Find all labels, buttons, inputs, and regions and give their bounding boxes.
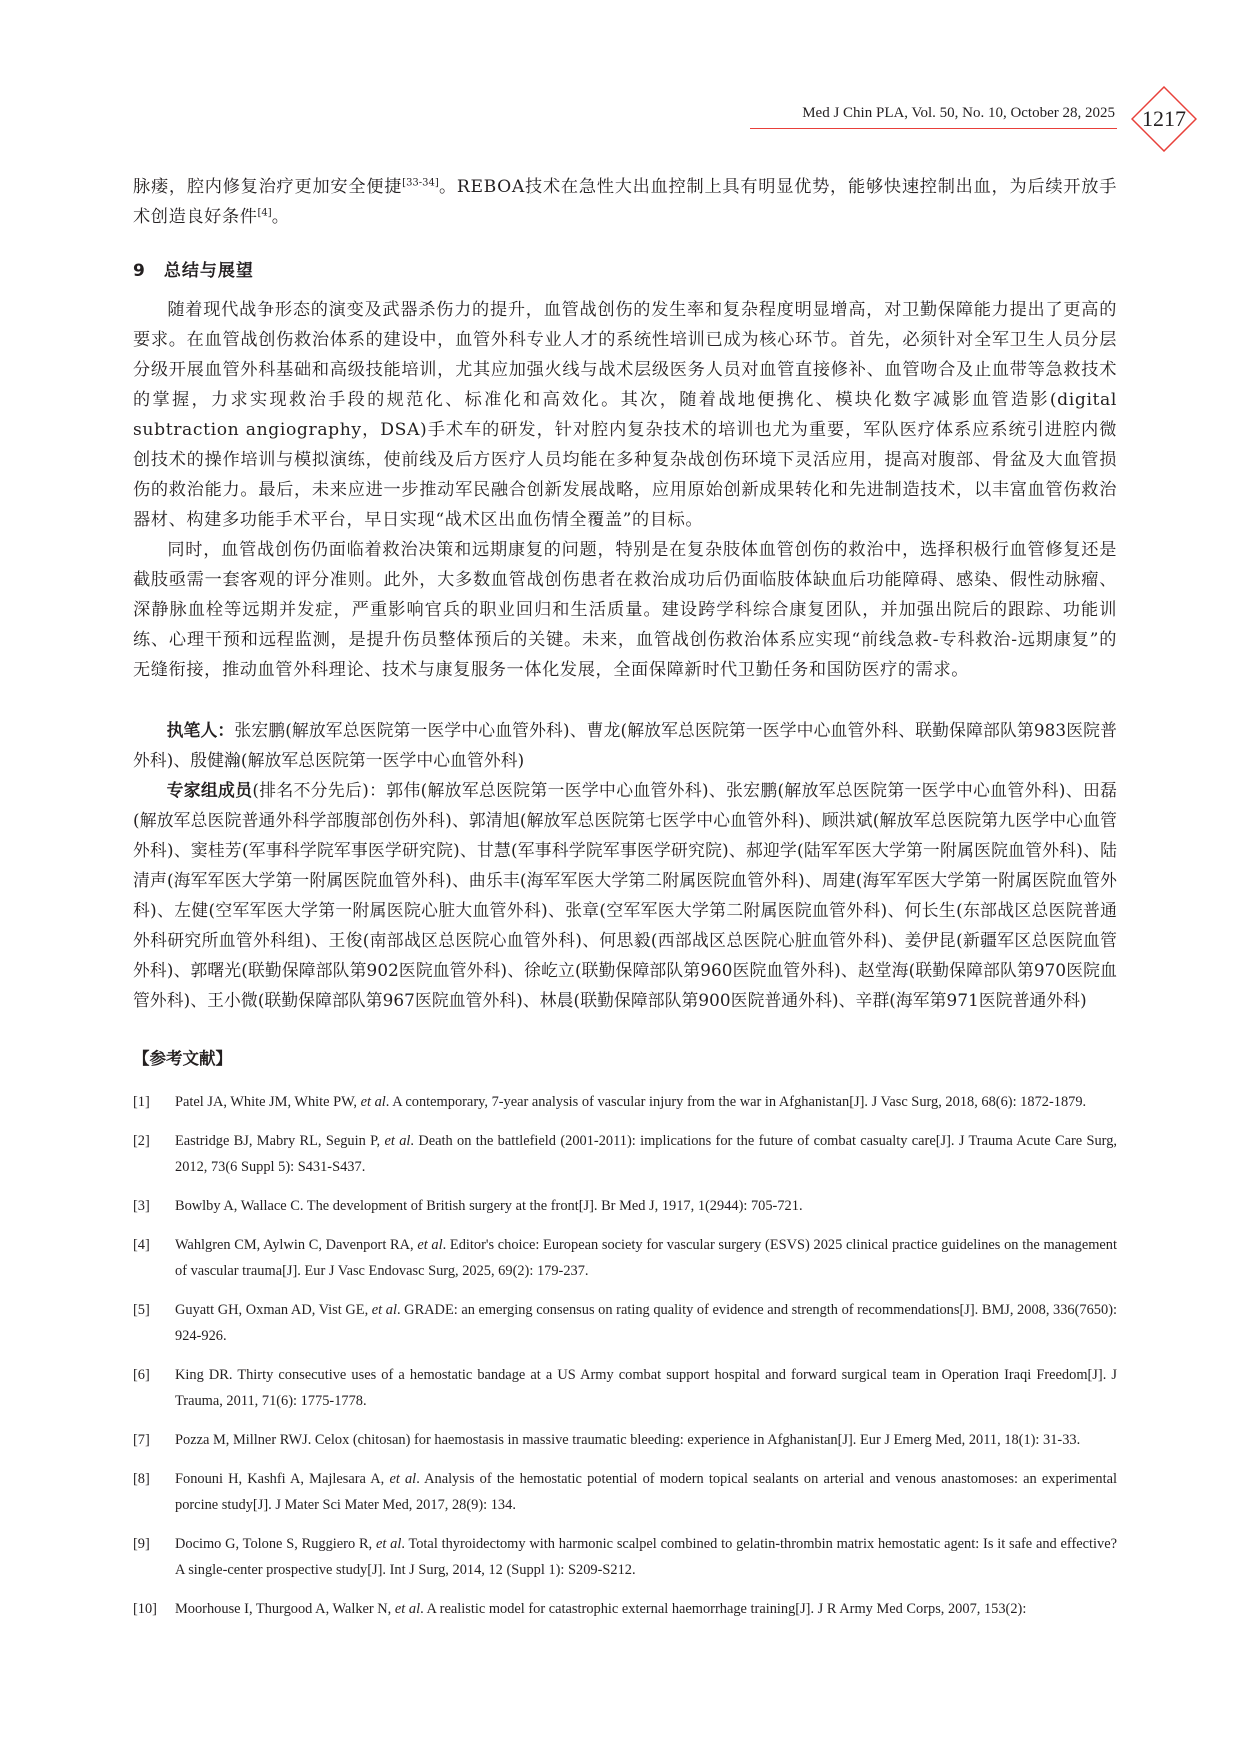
reference-details: . Total thyroidectomy with harmonic scalpel combined to gelatin-thrombin matrix hemostatic agent: Is it safe and effective? A single-center prospective study[J]. Int J Surg, 2014, 12 (Suppl 1): S209-S212. [175, 1536, 1117, 1578]
reference-item [133, 1427, 1117, 1453]
writers-list: 张宏鹏(解放军总医院第一医学中心血管外科)、曹龙(解放军总医院第一医学中心血管外科、联勤保障部队第983医院普外科)、殷健瀚(解放军总医院第一医学中心血管外科) [133, 720, 1117, 770]
experts-paragraph [133, 775, 1117, 1015]
reference-details: . Editor's choice: European society for vascular surgery (ESVS) 2025 clinical practice guidelines on the management of vascular trauma[J]. Eur J Vasc Endovasc Surg, 2025, 69(2): 179-237. [175, 1237, 1117, 1279]
reference-authors: Pozza M, Millner RWJ. Celox (chitosan) for haemostasis in massive traumatic bleeding: experience in Afghanistan[J]. Eur J Emerg Med, 2011, 18(1): 31-33. [175, 1432, 1081, 1448]
references-heading: 【参考文献】 [133, 1049, 232, 1068]
reference-authors: King DR. Thirty consecutive uses of a hemostatic bandage at a US Army combat support hospital and forward surgical team in Operation Iraqi Freedom[J]. J Trauma, 2011, 71(6): 1775-1778. [175, 1367, 1117, 1409]
reference-authors: Fonouni H, Kashfi A, Majlesara A, [175, 1471, 390, 1487]
experts-label: 专家组成员 [166, 780, 253, 800]
reference-authors: Guyatt GH, Oxman AD, Vist GE, [175, 1302, 372, 1318]
reference-item [133, 1531, 1117, 1583]
reference-item [133, 1089, 1117, 1115]
reference-text [175, 1297, 1117, 1349]
section-heading: 9 总结与展望 [133, 261, 254, 281]
reference-number: [10] [133, 1601, 157, 1617]
reference-etal: et al [394, 1601, 421, 1617]
body-paragraph: 同时，血管战创伤仍面临着救治决策和远期康复的问题，特别是在复杂肢体血管创伤的救治中，选择积极行血管修复还是截肢亟需一套客观的评分准则。此外，大多数血管战创伤患者在救治成功后仍面临肢体缺血后功能障碍、感染、假性动脉瘤、深静脉血栓等远期并发症，严重影响官兵的职业回归和生活质量。建设跨学科综合康复团队，并加强出院后的跟踪、功能训练、心理干预和远程监测，是提升伤员整体预后的关键。未来，血管战创伤救治体系应实现“前线急救-专科救治-远期康复”的无缝衔接，推动血管外科理论、技术与康复服务一体化发展，全面保障新时代卫勤任务和国防医疗的需求。 [133, 540, 1117, 680]
citation-marker: [33-34] [402, 177, 439, 189]
reference-text [175, 1193, 1117, 1219]
reference-authors: Moorhouse I, Thurgood A, Walker N, [175, 1601, 395, 1617]
article-body [133, 172, 1117, 1635]
reference-authors: Patel JA, White JM, White PW, [175, 1094, 361, 1110]
experts-list: 郭伟(解放军总医院第一医学中心血管外科)、张宏鹏(解放军总医院第一医学中心血管外科)、田磊(解放军总医院普通外科学部腹部创伤外科)、郭清旭(解放军总医院第七医学中心血管外科)、顾洪斌(解放军总医院第九医学中心血管外科)、窦桂芳(军事科学院军事医学研究院)、甘慧(军事科学院军事医学研究院)、郝迎学(陆军军医大学第一附属医院血管外科)、陆清声(海军军医大学第一附属医院血管外科)、曲乐丰(海军军医大学第二附属医院血管外科)、周建(海军军医大学第一附属医院血管外科)、左健(空军军医大学第一附属医院心脏大血管外科)、张章(空军军医大学第二附属医院血管外科)、何长生(东部战区总医院普通外科研究所血管外科组)、王俊(南部战区总医院心血管外科)、何思毅(西部战区总医院心脏血管外科)、姜伊昆(新疆军区总医院血管外科)、郭曙光(联勤保障部队第902医院血管外科)、徐屹立(联勤保障部队第960医院血管外科)、赵堂海(联勤保障部队第970医院血管外科)、王小微(联勤保障部队第967医院血管外科)、林晨(联勤保障部队第900医院普通外科)、辛群(海军第971医院普通外科) [133, 780, 1117, 1010]
text-span: 。 [271, 207, 290, 227]
reference-item [133, 1193, 1117, 1219]
page-number: 1217 [1142, 106, 1186, 131]
reference-etal: et al [389, 1471, 417, 1487]
reference-item [133, 1362, 1117, 1414]
reference-etal: et al [375, 1536, 402, 1552]
reference-item [133, 1466, 1117, 1518]
reference-details: . A realistic model for catastrophic external haemorrhage training[J]. J R Army Med Corps, 2007, 153(2): [420, 1601, 1027, 1617]
reference-number: [6] [133, 1367, 150, 1383]
reference-number: [1] [133, 1094, 150, 1110]
reference-text [175, 1531, 1117, 1583]
reference-authors: Bowlby A, Wallace C. The development of British surgery at the front[J]. Br Med J, 1917, 1(2944): 705-721. [175, 1198, 803, 1214]
reference-text [175, 1232, 1117, 1284]
continuation-paragraph [133, 172, 1117, 232]
reference-authors: Eastridge BJ, Mabry RL, Seguin P, [175, 1133, 385, 1149]
reference-etal: et al [417, 1237, 443, 1253]
reference-list [133, 1089, 1117, 1622]
reference-number: [9] [133, 1536, 150, 1552]
reference-text [175, 1128, 1117, 1180]
text-span: 脉瘘，腔内修复治疗更加安全便捷 [133, 177, 403, 197]
reference-item [133, 1232, 1117, 1284]
reference-item [133, 1596, 1117, 1622]
reference-text [175, 1427, 1117, 1453]
journal-citation-header: Med J Chin PLA, Vol. 50, No. 10, October 28, 2025 [802, 105, 1115, 121]
reference-etal: et al [371, 1302, 397, 1318]
reference-details: . A contemporary, 7-year analysis of vascular injury from the war in Afghanistan[J]. J Vasc Surg, 2018, 68(6): 1872-1879. [385, 1094, 1087, 1110]
body-paragraph: 随着现代战争形态的演变及武器杀伤力的提升，血管战创伤的发生率和复杂程度明显增高，对卫勤保障能力提出了更高的要求。在血管战创伤救治体系的建设中，血管外科专业人才的系统性培训已成为核心环节。首先，必须针对全军卫生人员分层分级开展血管外科基础和高级技能培训，尤其应加强火线与战术层级医务人员对血管直接修补、血管吻合及止血带等急救技术的掌握，力求实现救治手段的规范化、标准化和高效化。其次，随着战地便携化、模块化数字减影血管造影(digital subtraction angiography，DSA)手术车的研发，针对腔内复杂技术的培训也尤为重要，军队医疗体系应系统引进腔内微创技术的操作培训与模拟演练，使前线及后方医疗人员均能在多种复杂战创伤环境下灵活应用，提高对腹部、骨盆及大血管损伤的救治能力。最后，未来应进一步推动军民融合创新发展战略，应用原始创新成果转化和先进制造技术，以丰富血管伤救治器材、构建多功能手术平台，早日实现“战术区出血伤情全覆盖”的目标。 [133, 300, 1117, 530]
reference-item [133, 1297, 1117, 1349]
reference-etal: et al [384, 1133, 411, 1149]
reference-authors: Docimo G, Tolone S, Ruggiero R, [175, 1536, 376, 1552]
reference-text [175, 1466, 1117, 1518]
reference-number: [2] [133, 1133, 150, 1149]
contributors-block [133, 715, 1117, 1015]
experts-note: (排名不分先后)： [252, 780, 387, 800]
reference-details: . Analysis of the hemostatic potential of modern topical sealants on arterial and venous anastomoses: an experimental porcine study[J]. J Mater Sci Mater Med, 2017, 28(9): 134. [175, 1471, 1117, 1513]
reference-text [175, 1596, 1117, 1622]
reference-details: . GRADE: an emerging consensus on rating quality of evidence and strength of recommendations[J]. BMJ, 2008, 336(7650): 924-926. [175, 1302, 1117, 1344]
reference-number: [3] [133, 1198, 150, 1214]
reference-number: [4] [133, 1237, 150, 1253]
header-rule [750, 128, 1117, 129]
reference-details: . Death on the battlefield (2001-2011): implications for the future of combat casualty care[J]. J Trauma Acute Care Surg, 2012, 73(6 Suppl 5): S431-S437. [175, 1133, 1118, 1175]
reference-authors: Wahlgren CM, Aylwin C, Davenport RA, [175, 1237, 418, 1253]
text-span: 。REBOA技术在急性大出血控制上具有明显优势，能够快速控制出血，为后续开放手术创造良好条件 [133, 177, 1117, 227]
writers-label: 执笔人： [166, 720, 235, 740]
reference-text [175, 1362, 1117, 1414]
reference-number: [5] [133, 1302, 150, 1318]
reference-number: [8] [133, 1471, 150, 1487]
writers-paragraph [133, 715, 1117, 775]
reference-etal: et al [360, 1094, 386, 1110]
citation-marker: [4] [257, 207, 272, 219]
reference-text [175, 1089, 1117, 1115]
reference-item [133, 1128, 1117, 1180]
reference-number: [7] [133, 1432, 150, 1448]
